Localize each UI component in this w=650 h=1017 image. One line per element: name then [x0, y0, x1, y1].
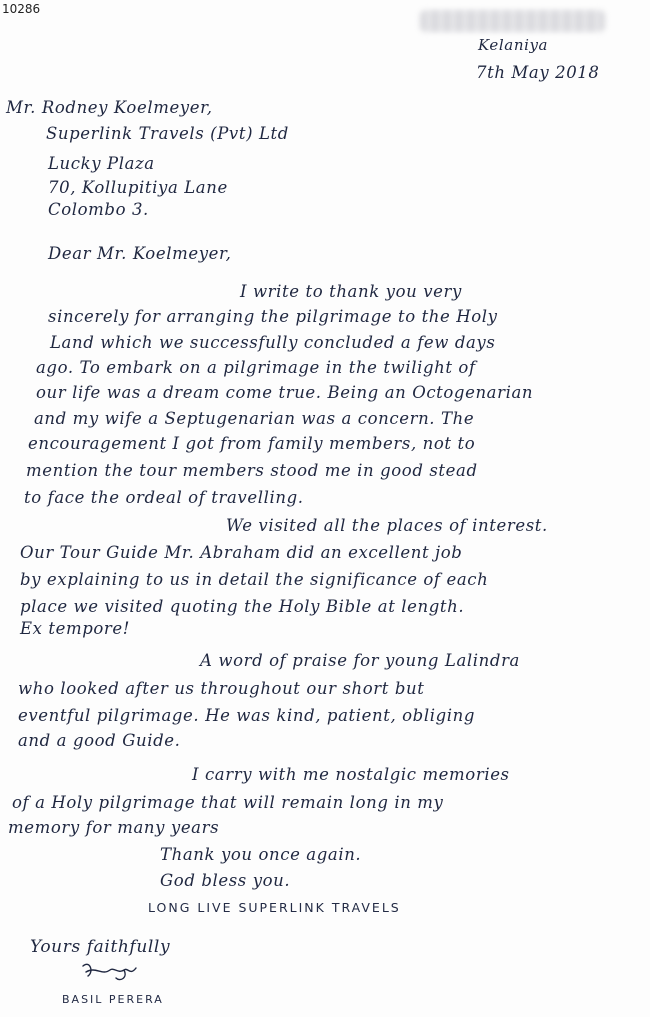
closing: Yours faithfully	[30, 937, 171, 957]
body-line: ago. To embark on a pilgrimage in the twilight of	[36, 358, 476, 377]
recipient-address-line1: Lucky Plaza	[48, 154, 155, 173]
body-line: sincerely for arranging the pilgrimage to the Holy	[48, 307, 498, 326]
signatory-name: BASIL PERERA	[62, 993, 164, 1006]
body-line: encouragement I got from family members, not to	[28, 434, 476, 453]
body-line: our life was a dream come true. Being an Octogenarian	[36, 383, 534, 402]
body-line: Our Tour Guide Mr. Abraham did an excellent job	[20, 543, 463, 562]
body-line: Ex tempore!	[20, 619, 131, 638]
redacted-stamp	[420, 10, 605, 32]
body-line: I write to thank you very	[240, 282, 462, 301]
recipient-address-line3: Colombo 3.	[48, 200, 149, 219]
sender-location: Kelaniya	[478, 36, 549, 54]
body-line: Land which we successfully concluded a few days	[50, 333, 496, 352]
recipient-name: Mr. Rodney Koelmeyer,	[6, 98, 213, 117]
body-line: who looked after us throughout our short but	[18, 679, 425, 698]
body-line: place we visited quoting the Holy Bible at length.	[20, 597, 465, 616]
thanks-line: Thank you once again.	[160, 845, 362, 864]
blessing-line: God bless you.	[160, 871, 291, 890]
reference-number: 10286	[2, 2, 41, 16]
slogan: LONG LIVE SUPERLINK TRAVELS	[148, 900, 401, 915]
body-line: and a good Guide.	[18, 731, 181, 750]
body-line: to face the ordeal of travelling.	[24, 488, 304, 507]
body-line: eventful pilgrimage. He was kind, patient, obliging	[18, 706, 476, 725]
body-line: I carry with me nostalgic memories	[192, 765, 510, 784]
salutation: Dear Mr. Koelmeyer,	[48, 244, 232, 263]
letter-date: 7th May 2018	[476, 63, 600, 82]
recipient-address-line2: 70, Kollupitiya Lane	[48, 178, 228, 197]
body-line: by explaining to us in detail the significance of each	[20, 570, 489, 589]
body-line: We visited all the places of interest.	[226, 516, 548, 535]
body-line: A word of praise for young Lalindra	[200, 651, 520, 670]
signature	[80, 958, 140, 984]
body-line: mention the tour members stood me in good stead	[26, 461, 478, 480]
recipient-company: Superlink Travels (Pvt) Ltd	[46, 124, 289, 143]
body-line: of a Holy pilgrimage that will remain long in my	[12, 793, 444, 812]
body-line: and my wife a Septugenarian was a concern. The	[34, 409, 475, 428]
body-line: memory for many years	[8, 818, 220, 837]
